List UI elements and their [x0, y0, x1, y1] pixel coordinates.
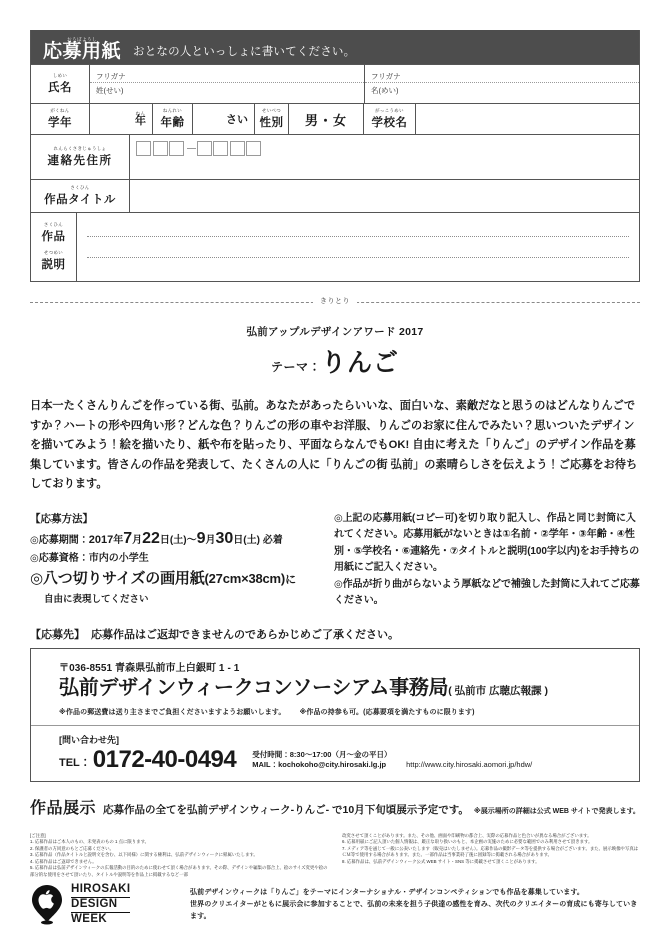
application-period-start-month: 7: [123, 529, 133, 547]
description-label-ruby-1: さくひん: [43, 222, 64, 227]
award-theme-value: りんご: [321, 349, 400, 377]
form-header-note: おとなの人といっしょに書いてください。: [133, 46, 356, 58]
grade-unit: 年: [135, 115, 146, 127]
paper-sub-note: 自由に表現してください: [44, 593, 149, 605]
logo-line-1: HIROSAKI: [71, 884, 130, 898]
surname-label: 姓(せい): [96, 86, 124, 95]
address-input[interactable]: [129, 135, 639, 179]
paper-suffix: に: [285, 573, 296, 586]
destination-box: [30, 648, 640, 782]
address-label-ruby: れんらくさきじゅうしょ: [53, 146, 107, 151]
footer-text-line-1: 弘前デザインウィークは「りんご」をテーマにインターナショナル・デザインコンペティションでも作品を募集しています。: [190, 889, 585, 897]
form-row-name: [31, 64, 639, 103]
fine-print-line: 1. 応募作品はご本人のもの、未発表のもの 1 点に限ります。: [30, 839, 150, 845]
paper-size: (27cm×38cm): [204, 570, 286, 586]
description-label-cell: [31, 213, 76, 281]
work-title-label: 作品タイトル: [44, 194, 116, 206]
postal-box[interactable]: [169, 141, 184, 156]
school-label: 学校名: [371, 117, 408, 129]
school-label-ruby: がっこうめい: [375, 108, 404, 113]
paper-main: 八つ切りサイズの画用紙: [42, 569, 205, 587]
footer: [30, 884, 640, 926]
grade-unit-group: [135, 111, 146, 127]
form-title: 応募用紙: [43, 41, 122, 62]
fine-print-left-column: [30, 833, 328, 879]
apply-note-2: ◎作品が折り曲がらないよう厚紙などで補強した封筒に入れてご応募ください。: [334, 578, 640, 606]
fine-print-line: 5. 応募作品は弘前デザインウィークの広報活動の目的のために使わせて頂く場合があります。その際、デザインや編集の都合上、絵のサイズ変更や絵の部分的な使用をさせて頂いたり、タイトルや説明等を作品上に掲載するなど一部: [30, 865, 328, 878]
postal-hyphen: [187, 148, 196, 149]
inquiry-heading: [問い合わせ先]: [59, 734, 119, 745]
award-theme: [30, 343, 640, 379]
paper-requirement: [30, 569, 330, 590]
sex-option-values: 男・女: [304, 112, 347, 128]
form-header: [31, 30, 639, 64]
surname-field[interactable]: [89, 65, 364, 103]
postal-box[interactable]: [230, 141, 245, 156]
application-period-end-day-unit: 日(土): [233, 534, 260, 546]
grade-label: 学年: [48, 117, 72, 129]
name-label-ruby: しめい: [52, 73, 68, 78]
address-label-cell: [31, 135, 129, 179]
age-unit: さい: [226, 114, 248, 126]
sex-label: 性別: [259, 117, 284, 129]
form-row-description: [31, 212, 639, 281]
school-input[interactable]: [415, 104, 639, 134]
description-label-part2-group: [42, 250, 66, 272]
fine-print-line: 改変させて頂くことがあります。また、その他、画面や印刷物の都合上、実際の応募作品と色合いが異なる場合がございます。: [342, 832, 592, 838]
destination-notes: [59, 707, 639, 717]
fine-print-line: [ご注意]: [30, 832, 46, 838]
sex-options[interactable]: [288, 104, 363, 134]
fine-print-line: 7. メディア等を通じて一般に公表いたします（販売はいたしません）。応募作品の撮影データ等を提供する場合がございます。また、展示映像や写真はＣＭ等で使用する場合があります。また、一部作品は当事業終了後に図録等に掲載される場合があります。: [342, 845, 639, 858]
paper-bullet: ◎: [30, 569, 43, 587]
application-period-year-unit: 年: [113, 534, 124, 546]
application-period-start-month-unit: 月: [132, 534, 143, 546]
application-form: [30, 30, 640, 282]
inquiry-hours: 受付時間：8:30～17:00（月～金の平日）: [252, 749, 392, 759]
givenname-field[interactable]: [364, 65, 639, 103]
application-period-must-arrive: 必着: [262, 534, 283, 546]
form-row-work-title: [31, 179, 639, 212]
destination-organization-name: 弘前デザインウィークコンソーシアム事務局: [59, 676, 449, 699]
logo-line-3: WEEK: [71, 913, 108, 926]
application-period-label: ◎応募期間：: [30, 534, 89, 546]
surname-furigana-label: フリガナ: [90, 70, 364, 83]
fine-print-line: 4. 応募作品はご返却できません。: [30, 858, 97, 864]
destination-address-block: [31, 659, 639, 717]
description-label-part1-group: [42, 222, 66, 244]
award-heading: [30, 324, 640, 379]
logo-wordmark: [71, 884, 130, 926]
description-label-ruby-2: せつめい: [43, 250, 64, 255]
destination-heading: [30, 626, 640, 642]
application-period-separator: ～: [186, 534, 197, 546]
form-row-grade: [31, 103, 639, 134]
destination-note-1: ※作品の郵送費は送り主さまでご負担くださいますようお願いします。: [59, 708, 286, 716]
form-title-group: [43, 37, 121, 61]
grade-unit-ruby: ねん: [135, 111, 146, 116]
footer-description: [190, 887, 640, 923]
age-label-cell: [152, 104, 192, 134]
description-writing-line: [87, 216, 629, 237]
destination-organization: [59, 676, 639, 703]
how-to-apply-heading: 【応募方法】: [30, 512, 93, 525]
postal-box[interactable]: [246, 141, 261, 156]
description-input[interactable]: [76, 213, 639, 281]
application-period-start-day-unit: 日(土): [159, 534, 187, 546]
how-to-apply-right: [330, 511, 640, 610]
exhibition-section: [30, 795, 640, 818]
inquiry-block: [31, 733, 639, 773]
description-writing-line: [87, 258, 629, 278]
award-theme-label: テーマ：: [270, 360, 321, 374]
logo-line-2: DESIGN: [71, 898, 130, 913]
inquiry-contact-row: [59, 747, 639, 773]
age-label-ruby: ねんれい: [162, 108, 183, 113]
givenname-furigana-label: フリガナ: [365, 70, 639, 83]
application-period-start-day: 22: [142, 529, 160, 547]
telephone-label: TEL：: [59, 756, 91, 769]
how-to-apply-section: [30, 511, 640, 610]
fine-print-line: 2. 保護者の方同意のもとご応募ください。: [30, 845, 114, 851]
address-label: 連絡先住所: [47, 155, 113, 167]
cut-line-label: きりとり: [313, 296, 357, 306]
form-row-address: [31, 134, 639, 179]
inquiry-mail-row: [252, 760, 532, 771]
application-period-end-month-unit: 月: [205, 534, 216, 546]
destination-note-2: ※作品の持参も可。(応募要項を満たすものに限ります): [299, 708, 475, 716]
name-label-cell: [31, 65, 89, 103]
how-to-apply-left: [30, 511, 330, 610]
destination-heading-bracket: 【応募先】: [30, 628, 85, 641]
description-label-1: 作品: [41, 231, 66, 243]
destination-divider: [31, 725, 639, 726]
school-label-cell: [363, 104, 415, 134]
grade-label-ruby: がくねん: [50, 108, 70, 113]
postal-box[interactable]: [197, 141, 212, 156]
exhibition-text: 応募作品の全てを弘前デザインウィーク-りんご- で10月下旬頃展示予定です。: [103, 803, 469, 816]
application-period-end-month: 9: [196, 529, 206, 547]
application-period: [30, 531, 330, 548]
exhibition-heading: 作品展示: [30, 799, 97, 817]
destination-department: ( 弘前市 広聴広報課 ): [448, 684, 548, 697]
telephone-number[interactable]: 0172-40-0494: [92, 745, 237, 773]
work-title-label-cell: [31, 180, 129, 212]
destination-heading-note: 応募作品はご返却できませんのであらかじめご了承ください。: [91, 628, 399, 641]
form-title-ruby: おうぼようし: [67, 37, 97, 42]
exhibition-note: ※展示場所の詳細は公式 WEB サイトで発表します。: [473, 807, 640, 815]
application-period-end-day: 30: [215, 529, 234, 547]
grade-input[interactable]: [89, 104, 152, 134]
application-period-year: 2017: [88, 533, 114, 546]
name-label: 氏名: [48, 82, 72, 94]
cut-line: [30, 296, 640, 308]
description-label-2: 説明: [41, 259, 66, 271]
fine-print-line: 3. 応募作品（作品タイトルと説明文を含む、以下同様）に関する権利は、弘前デザインウィークに帰属いたします。: [30, 852, 258, 858]
fine-print-line: 6. 応募用紙にご記入頂いた個人情報は、厳正な取り扱いのもと、本企画の実施のために必要な範囲でのみ利用させて頂きます。: [342, 839, 593, 845]
age-input[interactable]: [192, 104, 254, 134]
sex-label-cell: [254, 104, 288, 134]
fine-print-right-column: [342, 833, 640, 879]
hirosaki-design-week-logo: [30, 884, 180, 926]
grade-label-cell: [31, 104, 89, 134]
destination-zip: 〒036-8551 青森県弘前市上白銀町 1 - 1: [59, 662, 240, 674]
work-title-label-ruby: さくひん: [70, 185, 90, 190]
postal-box[interactable]: [136, 141, 151, 156]
postal-box[interactable]: [213, 141, 228, 156]
fine-print-line: 8. 応募作品は、弘前デザインウィーク公式 WEB サイト・SNS 等に掲載させて頂くことがあります。: [342, 858, 540, 864]
intro-paragraph: 日本一たくさんりんごを作っている街、弘前。あなたがあったらいいな、面白いな、素敵だなと思うのはどんなりんごですか？ハートの形や四角い形？どんな色？りんごの形の車やお洋服、りんごのお家に住んでみたい？思いついたデザインを描いてみよう！絵を描いたり、紙や布を貼ったり、平面ならなんでもOK! 自由に考えた「りんご」のデザイン作品を募集しています。皆さんの作品を発表して、たくさんの人に「りんごの街 弘前」の素晴らしさを伝えよう！ご応募をお待ちしております。: [30, 400, 638, 490]
givenname-label: 名(めい): [371, 86, 399, 95]
description-writing-line: [87, 237, 629, 258]
eligibility: ◎応募資格：市内の小学生: [30, 552, 149, 564]
inquiry-mail[interactable]: MAIL：kochokoho@city.hirosaki.lg.jp: [252, 760, 387, 769]
footer-text-line-2: 世界のクリエイターがともに展示会に参加することで、弘前の未来を担う子供達の感性を育み、次代のクリエイターの育成にも寄与していきます。: [190, 901, 638, 921]
map-pin-apple-icon: [30, 885, 64, 925]
inquiry-url[interactable]: http://www.city.hirosaki.aomori.jp/hdw/: [406, 760, 533, 769]
sex-label-ruby: せいべつ: [261, 108, 282, 113]
exhibition-text-group: [103, 802, 640, 817]
award-name: 弘前アップルデザインアワード 2017: [246, 326, 424, 338]
postal-box[interactable]: [153, 141, 168, 156]
age-label: 年齢: [160, 117, 185, 129]
fine-print-section: [30, 833, 640, 879]
apply-note-1: ◎上記の応募用紙(コピー可)を切り取り記入し、作品と同じ封筒に入れてください。応募用紙がないときは①名前・②学年・③年齢・④性別・⑤学校名・⑥連絡先・⑦タイトルと説明(100字以内)をお手持ちの用紙にご記入ください。: [334, 512, 640, 573]
postal-code-field[interactable]: [136, 141, 263, 156]
inquiry-meta: [252, 750, 532, 773]
work-title-input[interactable]: [129, 180, 639, 212]
